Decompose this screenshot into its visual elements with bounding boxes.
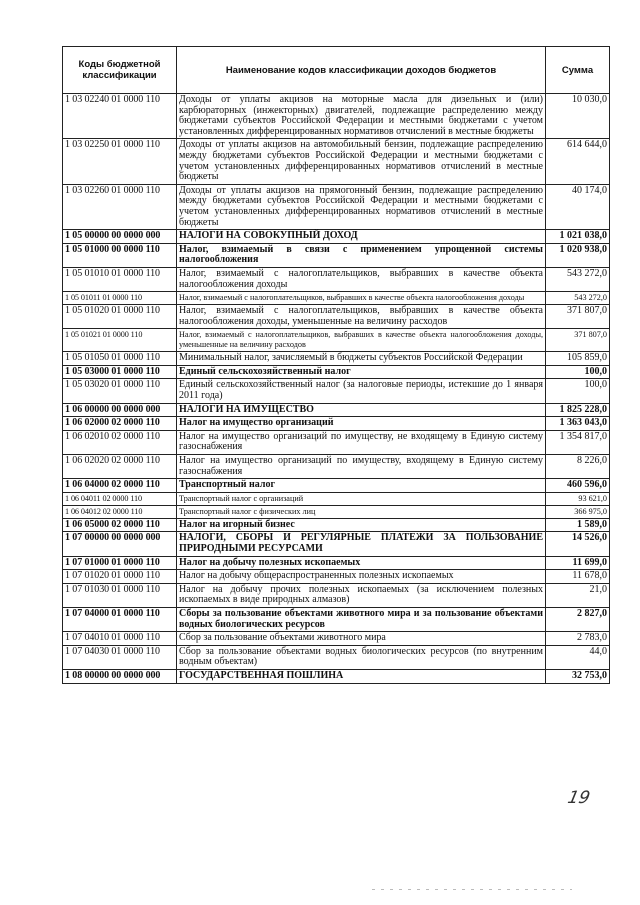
row-name: ГОСУДАРСТВЕННАЯ ПОШЛИНА: [177, 669, 546, 683]
row-name: Налог на добычу полезных ископаемых: [177, 556, 546, 570]
row-sum: 100,0: [546, 379, 610, 403]
header-name: Наименование кодов классификации доходов бюджетов: [177, 47, 546, 94]
row-code: 1 03 02260 01 0000 110: [63, 184, 177, 229]
row-sum: 1 825 228,0: [546, 403, 610, 417]
table-row: [63, 184, 610, 229]
row-sum: 371 807,0: [546, 305, 610, 329]
row-sum: 1 363 043,0: [546, 417, 610, 431]
row-name: Доходы от уплаты акцизов на моторные масла для дизельных и (или) карбюраторных (инжекторных) двигателей, подлежащие распределению между бюджетами субъектов Российской Федерации и местными бюджетами с учетом установленных дифференцированных нормативов отчислений в местные бюджеты: [177, 94, 546, 139]
row-sum: 11 699,0: [546, 556, 610, 570]
header-sum: Сумма: [546, 47, 610, 94]
row-sum: 1 589,0: [546, 518, 610, 532]
row-sum: 2 783,0: [546, 632, 610, 646]
row-sum: 1 354 817,0: [546, 430, 610, 454]
row-code: 1 07 01020 01 0000 110: [63, 570, 177, 584]
table-row: [63, 379, 610, 403]
row-code: 1 03 02250 01 0000 110: [63, 139, 177, 184]
row-name: Налог, взимаемый в связи с применением упрощенной системы налогообложения: [177, 243, 546, 267]
table-row: [63, 518, 610, 532]
row-name: НАЛОГИ НА СОВОКУПНЫЙ ДОХОД: [177, 230, 546, 244]
row-code: 1 08 00000 00 0000 000: [63, 669, 177, 683]
row-sum: 543 272,0: [546, 292, 610, 305]
row-name: Единый сельскохозяйственный налог: [177, 365, 546, 379]
scan-artifact-line: [372, 889, 572, 890]
row-sum: 1 020 938,0: [546, 243, 610, 267]
row-sum: 44,0: [546, 645, 610, 669]
row-sum: 11 678,0: [546, 570, 610, 584]
row-code: 1 06 04012 02 0000 110: [63, 505, 177, 518]
row-name: Налог на имущество организаций по имуществу, не входящему в Единую систему газоснабжения: [177, 430, 546, 454]
row-code: 1 05 00000 00 0000 000: [63, 230, 177, 244]
row-code: 1 05 03000 01 0000 110: [63, 365, 177, 379]
row-sum: 10 030,0: [546, 94, 610, 139]
row-code: 1 06 04000 02 0000 110: [63, 479, 177, 493]
row-name: Сбор за пользование объектами животного мира: [177, 632, 546, 646]
row-code: 1 03 02240 01 0000 110: [63, 94, 177, 139]
row-code: 1 07 00000 00 0000 000: [63, 532, 177, 556]
row-name: Налог на добычу прочих полезных ископаемых (за исключением полезных ископаемых в виде природных алмазов): [177, 583, 546, 607]
table-row: [63, 505, 610, 518]
table-row: [63, 479, 610, 493]
table-row: [63, 267, 610, 291]
table-row: [63, 570, 610, 584]
row-name: НАЛОГИ НА ИМУЩЕСТВО: [177, 403, 546, 417]
row-code: 1 05 01050 01 0000 110: [63, 352, 177, 366]
row-sum: 40 174,0: [546, 184, 610, 229]
table-row: [63, 365, 610, 379]
row-code: 1 05 01021 01 0000 110: [63, 329, 177, 352]
row-code: 1 06 02010 02 0000 110: [63, 430, 177, 454]
row-code: 1 06 05000 02 0000 110: [63, 518, 177, 532]
header-code: Коды бюджетной классификации: [63, 47, 177, 94]
row-sum: 460 596,0: [546, 479, 610, 493]
table-row: [63, 430, 610, 454]
table-row: [63, 455, 610, 479]
row-sum: 14 526,0: [546, 532, 610, 556]
table-row: [63, 329, 610, 352]
row-sum: 543 272,0: [546, 267, 610, 291]
table-header-row: [63, 47, 610, 94]
row-name: Единый сельскохозяйственный налог (за налоговые периоды, истекшие до 1 января 2011 года): [177, 379, 546, 403]
row-name: Налог, взимаемый с налогоплательщиков, выбравших в качестве объекта налогообложения доходы, уменьшенные на величину расходов: [177, 305, 546, 329]
row-code: 1 05 01010 01 0000 110: [63, 267, 177, 291]
row-sum: 105 859,0: [546, 352, 610, 366]
table-row: [63, 492, 610, 505]
table-row: [63, 243, 610, 267]
budget-revenue-table: [62, 46, 610, 684]
row-name: Налог, взимаемый с налогоплательщиков, выбравших в качестве объекта налогообложения доходы: [177, 267, 546, 291]
row-code: 1 06 02000 02 0000 110: [63, 417, 177, 431]
row-name: Сбор за пользование объектами водных биологических ресурсов (по внутренним водным объектам): [177, 645, 546, 669]
row-sum: 1 021 038,0: [546, 230, 610, 244]
row-name: Налог на имущество организаций: [177, 417, 546, 431]
table-row: [63, 532, 610, 556]
row-code: 1 05 03020 01 0000 110: [63, 379, 177, 403]
row-sum: 32 753,0: [546, 669, 610, 683]
row-name: Сборы за пользование объектами животного мира и за пользование объектами водных биологических ресурсов: [177, 607, 546, 631]
row-code: 1 07 01030 01 0000 110: [63, 583, 177, 607]
table-row: [63, 292, 610, 305]
table-row: [63, 669, 610, 683]
row-sum: 366 975,0: [546, 505, 610, 518]
row-sum: 8 226,0: [546, 455, 610, 479]
row-sum: 93 621,0: [546, 492, 610, 505]
row-name: Налог, взимаемый с налогоплательщиков, выбравших в качестве объекта налогообложения доходы: [177, 292, 546, 305]
row-name: Доходы от уплаты акцизов на автомобильный бензин, подлежащие распределению между бюджетами субъектов Российской Федерации и местными бюджетами с учетом установленных дифференцированных нормативов отчислений в местные бюджеты: [177, 139, 546, 184]
row-sum: 100,0: [546, 365, 610, 379]
table-row: [63, 305, 610, 329]
row-name: Налог на имущество организаций по имуществу, входящему в Единую систему газоснабжения: [177, 455, 546, 479]
table-row: [63, 417, 610, 431]
table-row: [63, 632, 610, 646]
table-row: [63, 607, 610, 631]
row-name: Минимальный налог, зачисляемый в бюджеты субъектов Российской Федерации: [177, 352, 546, 366]
row-name: Налог, взимаемый с налогоплательщиков, выбравших в качестве объекта налогообложения доходы, уменьшенные на величину расходов: [177, 329, 546, 352]
row-name: Транспортный налог с организаций: [177, 492, 546, 505]
table-row: [63, 403, 610, 417]
row-code: 1 06 04011 02 0000 110: [63, 492, 177, 505]
row-name: Налог на игорный бизнес: [177, 518, 546, 532]
row-code: 1 07 04030 01 0000 110: [63, 645, 177, 669]
row-name: Доходы от уплаты акцизов на прямогонный бензин, подлежащие распределению между бюджетами субъектов Российской Федерации и местными бюджетами с учетом установленных дифференцированных нормативов отчислений в местные бюджеты: [177, 184, 546, 229]
row-sum: 21,0: [546, 583, 610, 607]
row-code: 1 06 00000 00 0000 000: [63, 403, 177, 417]
row-name: Транспортный налог: [177, 479, 546, 493]
row-name: НАЛОГИ, СБОРЫ И РЕГУЛЯРНЫЕ ПЛАТЕЖИ ЗА ПОЛЬЗОВАНИЕ ПРИРОДНЫМИ РЕСУРСАМИ: [177, 532, 546, 556]
row-sum: 371 807,0: [546, 329, 610, 352]
table-row: [63, 352, 610, 366]
row-code: 1 07 04010 01 0000 110: [63, 632, 177, 646]
row-code: 1 05 01011 01 0000 110: [63, 292, 177, 305]
row-code: 1 05 01000 00 0000 110: [63, 243, 177, 267]
table-row: [63, 94, 610, 139]
row-sum: 2 827,0: [546, 607, 610, 631]
table-row: [63, 139, 610, 184]
row-code: 1 06 02020 02 0000 110: [63, 455, 177, 479]
row-code: 1 05 01020 01 0000 110: [63, 305, 177, 329]
table-body: [63, 94, 610, 684]
table-row: [63, 230, 610, 244]
row-name: Транспортный налог с физических лиц: [177, 505, 546, 518]
row-code: 1 07 01000 01 0000 110: [63, 556, 177, 570]
table-row: [63, 645, 610, 669]
row-name: Налог на добычу общераспространенных полезных ископаемых: [177, 570, 546, 584]
row-code: 1 07 04000 01 0000 110: [63, 607, 177, 631]
row-sum: 614 644,0: [546, 139, 610, 184]
table-row: [63, 583, 610, 607]
table-row: [63, 556, 610, 570]
handwritten-page-number: 19: [565, 788, 592, 808]
